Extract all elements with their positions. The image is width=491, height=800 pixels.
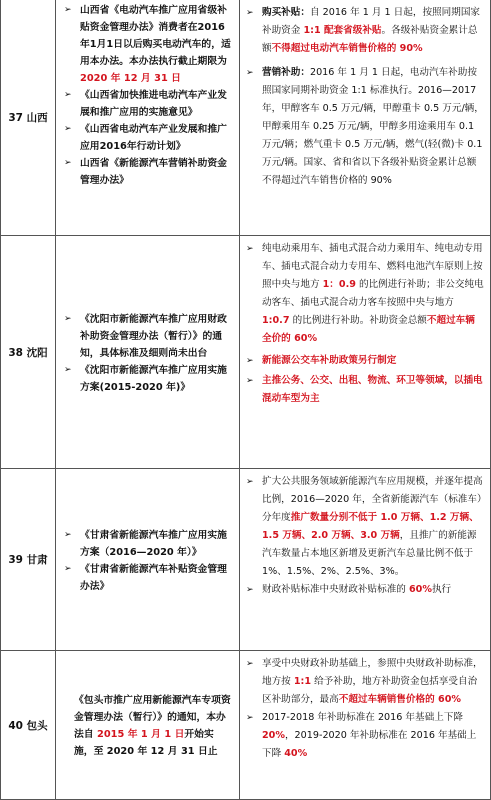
city-cell: 38 沈阳	[0, 236, 56, 468]
policy-cell	[56, 0, 240, 235]
arrow-bullet-icon: ➢	[64, 158, 72, 168]
city-cell: 37 山西	[0, 0, 56, 235]
list-item: ➢ 财政补贴标准中央财政补贴标准的 60%执行	[246, 581, 484, 599]
list-item: ➢ 享受中央财政补助基础上，参照中央财政补助标准，地方按 1:1 给予补助，地方补助资金包括享受自治区补助部分，最高不超过车辆销售价格的 60%	[246, 655, 484, 709]
arrow-bullet-icon: ➢	[64, 5, 72, 15]
arrow-bullet-icon: ➢	[246, 244, 254, 254]
arrow-bullet-icon: ➢	[246, 356, 254, 366]
arrow-bullet-icon: ➢	[246, 376, 254, 386]
list-item: ➢ 山西省《新能源汽车营销补助资金管理办法》	[64, 155, 233, 189]
list-item: ➢ 《山西省加快推进电动汽车产业发展和推广应用的实施意见》	[64, 87, 233, 121]
list-item: 《包头市推广应用新能源汽车专项资金管理办法（暂行）》的通知，本办法自 2015 年 1 月 1 日开始实施，至 2020 年 12 月 31 日止	[74, 695, 231, 757]
subsidy-cell	[240, 236, 491, 468]
table-row	[0, 236, 491, 469]
list-item: ➢ 《山西省电动汽车产业发展和推广应用2016年行动计划》	[64, 121, 233, 155]
arrow-bullet-icon: ➢	[246, 659, 254, 669]
city-cell: 40 包头	[0, 651, 56, 799]
policy-cell	[56, 236, 240, 468]
table-row	[0, 651, 491, 800]
list-item: ➢ 2017-2018 年补助标准在 2016 年基础上下降 20%，2019-2020 年补助标准在 2016 年基础上下降 40%	[246, 709, 484, 763]
table-row	[0, 0, 491, 236]
arrow-bullet-icon: ➢	[64, 529, 72, 540]
list-item: ➢ 营销补助：2016 年 1 月 1 日起，电动汽车补助按照国家同期补助资金 1:1 标准执行。2016—2017 年，甲醇客车 0.5 万元/辆，甲醇重卡 0.5 万元/辆，甲醇乘用车 0.25 万元/辆，甲醇多用途乘用车 0.1 万元/辆；燃气重卡 0.5 万元/辆，燃气(轻(微)卡 0.1 万元/辆。国家、省和省以下各级补贴资金累计总额不得超过汽车销售价格的 90%	[246, 64, 484, 190]
arrow-bullet-icon: ➢	[64, 313, 72, 324]
arrow-bullet-icon: ➢	[246, 713, 254, 723]
list-item: ➢ 《沈阳市新能源汽车推广应用实施方案(2015-2020 年)》	[64, 362, 233, 396]
list-item: ➢ 购买补贴：自 2016 年 1 月 1 日起，按照同期国家补助资金 1:1 配套省级补贴。各级补贴资金累计总额不得超过电动汽车销售价格的 90%	[246, 4, 484, 58]
arrow-bullet-icon: ➢	[64, 364, 72, 375]
list-item: ➢ 《甘肃省新能源汽车推广应用实施方案（2016—2020 年）》	[64, 527, 233, 561]
list-item: ➢ 山西省《电动汽车推广应用省级补贴资金管理办法》消费者在2016年1月1日以后购买电动汽车的，适用本办法。本办法执行截止期限为2020 年 12 月 31 日	[64, 2, 233, 87]
subsidy-cell	[240, 0, 491, 235]
table-row	[0, 469, 491, 651]
list-item: ➢ 《沈阳市新能源汽车推广应用财政补助资金管理办法（暂行）》的通知，具体标准及细则尚未出台	[64, 311, 233, 362]
policy-cell	[56, 651, 240, 799]
city-cell: 39 甘肃	[0, 469, 56, 650]
list-item: ➢ 新能源公交车补助政策另行制定	[246, 352, 484, 370]
arrow-bullet-icon: ➢	[246, 585, 254, 595]
arrow-bullet-icon: ➢	[246, 477, 254, 487]
arrow-bullet-icon: ➢	[64, 90, 72, 100]
subsidy-cell	[240, 651, 491, 799]
list-item: ➢ 《甘肃省新能源汽车补贴资金管理办法》	[64, 561, 233, 595]
arrow-bullet-icon: ➢	[64, 124, 72, 134]
list-item: ➢ 主推公务、公交、出租、物流、环卫等领域，以插电混动车型为主	[246, 372, 484, 408]
list-item: ➢ 扩大公共服务领域新能源汽车应用规模，并逐年提高比例，2016—2020 年，全省新能源汽车（标准车）分年度推广数量分别不低于 1.0 万辆、1.2 万辆、1.5 万辆、2.0 万辆、3.0 万辆，且推广的新能源汽车数量占本地区新增及更新汽车总量比例不低于 1%、1.5%、2%、2.5%、3%。	[246, 473, 484, 581]
subsidy-cell	[240, 469, 491, 650]
arrow-bullet-icon: ➢	[64, 563, 72, 574]
arrow-bullet-icon: ➢	[246, 68, 254, 78]
policy-cell	[56, 469, 240, 650]
list-item: ➢ 纯电动乘用车、插电式混合动力乘用车、纯电动专用车、插电式混合动力专用车、燃料电池汽车原则上按照中央与地方 1：0.9 的比例进行补助；非公交纯电动客车、插电式混合动力客车按照中央与地方 1:0.7 的比例进行补助。补助资金总额不超过车辆全价的 60%	[246, 240, 484, 348]
arrow-bullet-icon: ➢	[246, 8, 254, 18]
